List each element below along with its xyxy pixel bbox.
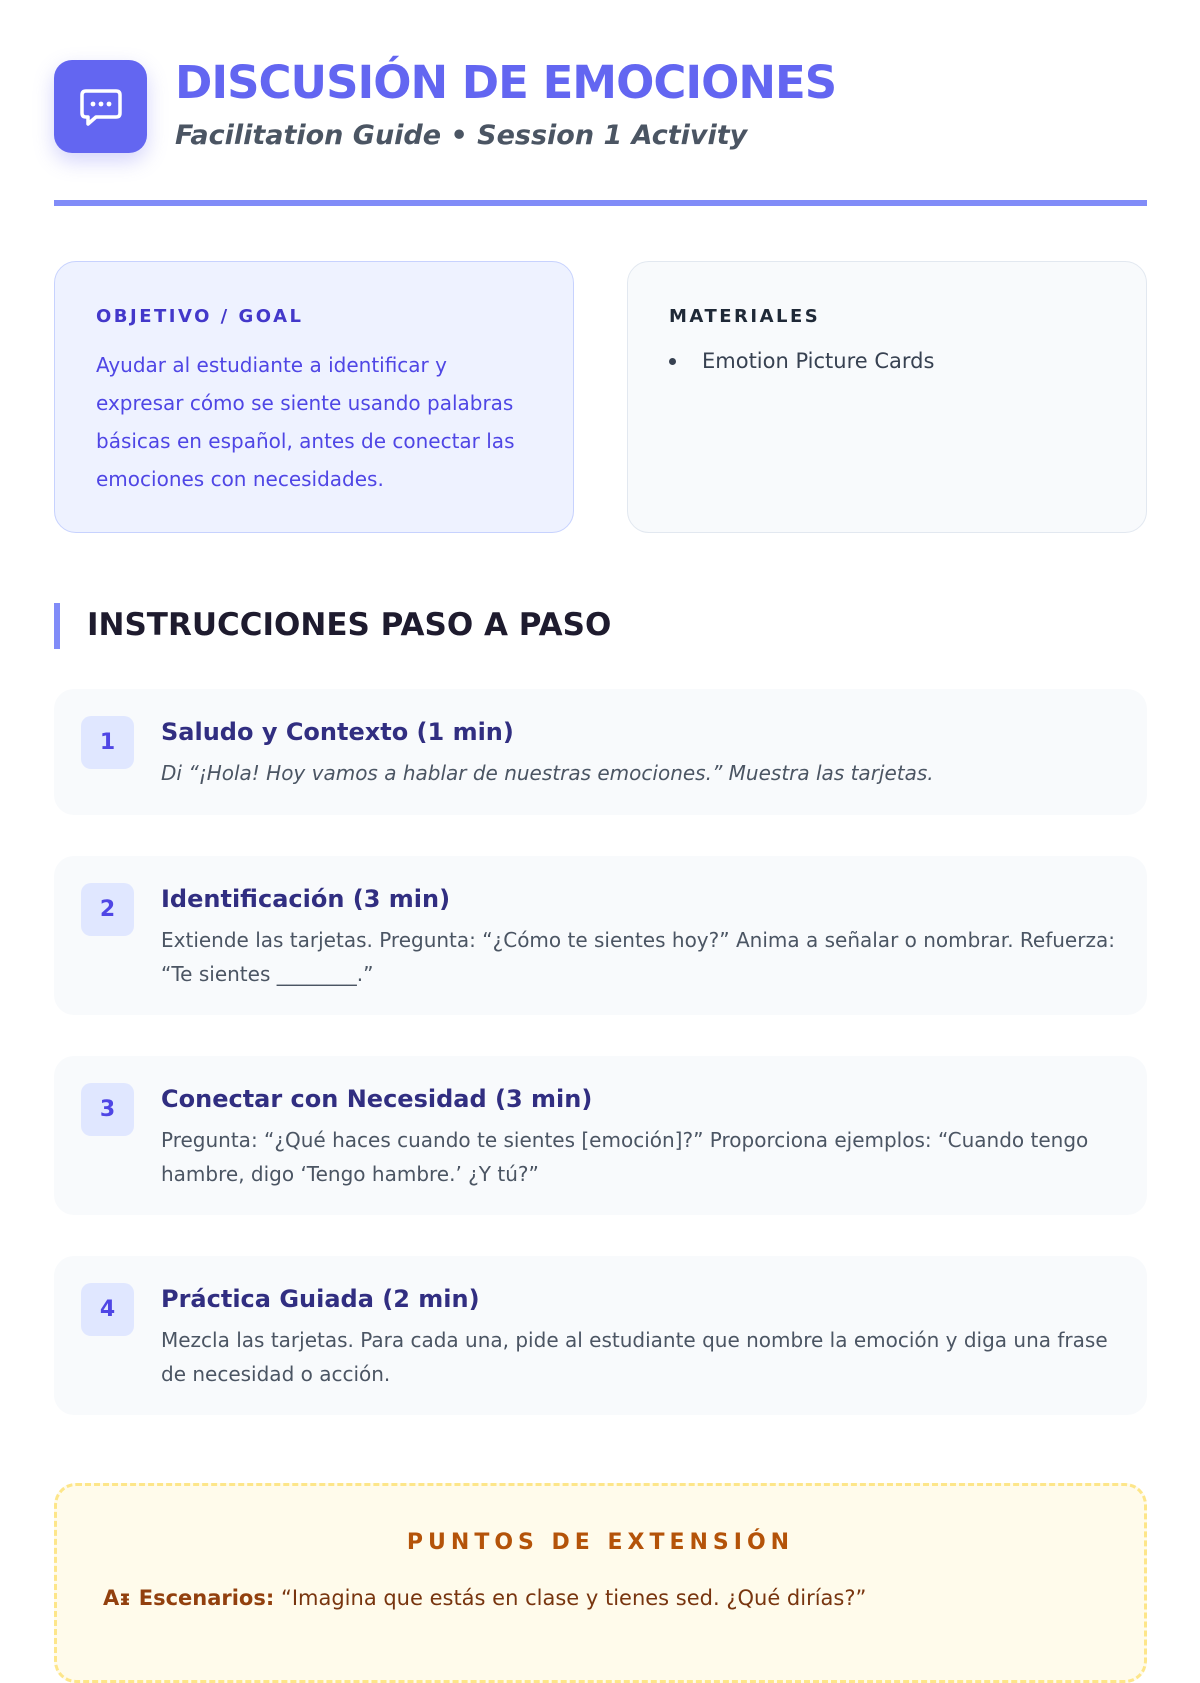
materials-item [669,344,934,378]
bullet-icon [669,358,676,365]
header [54,56,1147,160]
extension-item [103,1586,866,1610]
step-title: Saludo y Contexto (1 min) [161,718,514,746]
step-card-4 [54,1256,1147,1415]
step-description: Pregunta: “¿Qué haces cuando te sientes [emoción]?” Proporciona ejemplos: “Cuando tengo hambre, digo ‘Tengo hambre.’ ¿Y tú?” [161,1128,1089,1186]
extension-item-text: “Imagina que estás en clase y tienes sed. ¿Qué dirías?” [274,1586,867,1610]
step-description: Mezcla las tarjetas. Para cada una, pide al estudiante que nombre la emoción y diga una frase de necesidad o acción. [161,1328,1108,1386]
page-subtitle: Facilitation Guide • Session 1 Activity [175,120,748,151]
step-card-1 [54,689,1147,815]
step-title: Identificación (3 min) [161,885,451,913]
extension-box [54,1483,1147,1683]
section-accent-bar [54,603,60,649]
step-title: Conectar con Necesidad (3 min) [161,1085,593,1113]
page-title: DISCUSIÓN DE EMOCIONES [175,56,837,109]
step-number-badge: 1 [81,716,134,769]
materials-list [669,344,934,378]
step-number-badge: 4 [81,1283,134,1336]
extension-title: PUNTOS DE EXTENSIÓN [406,1530,795,1555]
step-card-3 [54,1056,1147,1215]
step-description: Extiende las tarjetas. Pregunta: “¿Cómo te sientes hoy?” Anima a señalar o nombrar. Refuerza: “Te sientes ________.” [161,928,1115,986]
goal-card [54,261,574,533]
section-title: INSTRUCCIONES PASO A PASO [87,607,612,643]
step-title: Práctica Guiada (2 min) [161,1285,480,1313]
step-number-badge: 2 [81,883,134,936]
step-number-badge: 3 [81,1083,134,1136]
goal-text: Ayudar al estudiante a identificar y expresar cómo se siente usando palabras básicas en español, antes de conectar las emociones con necesidades. [96,353,515,491]
step-card-2 [54,856,1147,1015]
materials-item-label: Emotion Picture Cards [702,349,935,373]
materials-card [627,261,1147,533]
extension-item-label: Escenarios: [138,1586,275,1610]
goal-label: OBJETIVO / GOAL [96,306,304,327]
step-description: Di “¡Hola! Hoy vamos a hablar de nuestras emociones.” Muestra las tarjetas. [161,761,934,785]
header-divider [54,200,1147,206]
materials-label: MATERIALES [669,306,821,327]
extension-item-icon: Aᵻ [103,1586,131,1610]
chat-bubble-icon [54,60,147,153]
